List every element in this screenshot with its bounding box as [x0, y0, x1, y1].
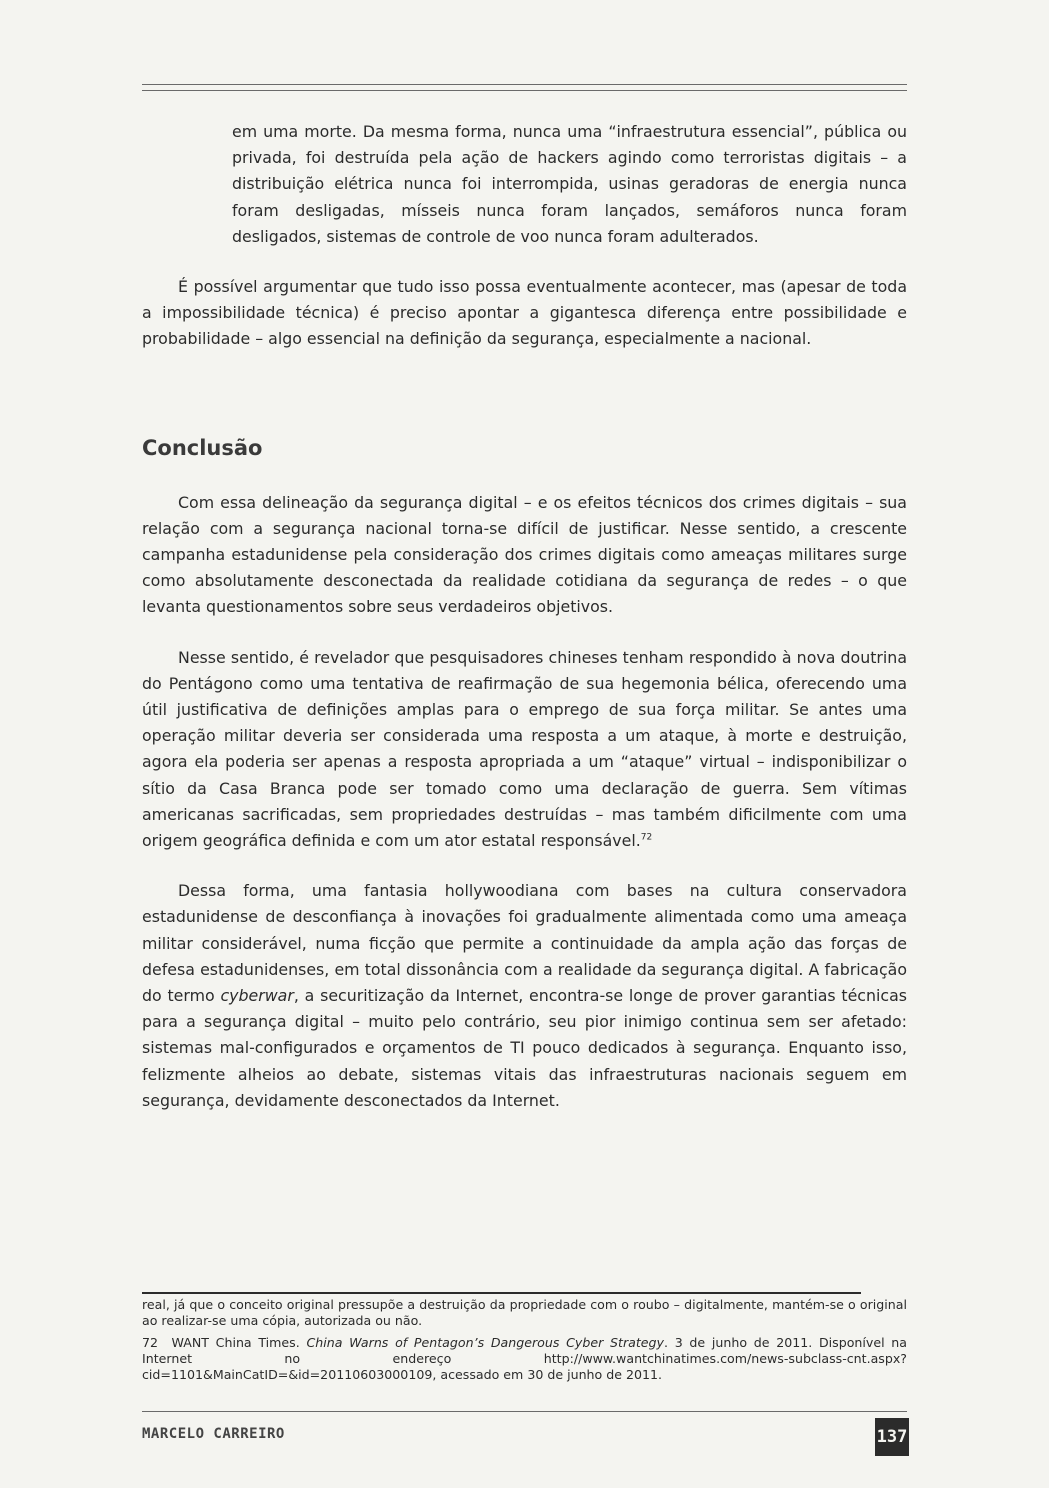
page-number: 137 [875, 1418, 909, 1456]
footnote-rule [142, 1292, 861, 1294]
paragraph-text-end: , a securitização da Internet, encontra-se longe de prover garantias técnicas para a segurança digital – muito pelo contrário, seu pior inimigo continua sem ser afetado: sistemas mal-configurados e orçamentos de TI pouco dedicados à segurança. Enquanto isso, felizmente alheios ao debate, sistemas vitais das infraestruturas nacionais seguem em segurança, devidamente desconectados da Internet. [142, 986, 907, 1110]
section-heading: Conclusão [142, 435, 263, 460]
italic-term: cyberwar [220, 986, 294, 1006]
intro-paragraph: É possível argumentar que tudo isso possa eventualmente acontecer, mas (apesar de toda a impossibilidade técnica) é preciso apontar a gigantesca diferença entre possibilidade e probabilidade – algo essencial na definição da segurança, especialmente a nacional. [142, 277, 907, 349]
conclusion-paragraph-1: Com essa delineação da segurança digital – e os efeitos técnicos dos crimes digitais – sua relação com a segurança nacional torna-se difícil de justificar. Nesse sentido, a crescente campanha estadunidense pela consideração dos crimes digitais como ameaças militares surge como absolutamente desconectada da realidade cotidiana da segurança de redes – o que levanta questionamentos sobre seus verdadeiros objetivos. [142, 492, 907, 617]
footnote-reference-72[interactable]: 72 [640, 832, 653, 843]
footnote-number: 72 [142, 1335, 159, 1350]
footnote-72 [142, 1335, 907, 1383]
author-name: MARCELO CARREIRO [142, 1426, 285, 1442]
footnotes [142, 1297, 907, 1383]
page-body [142, 119, 907, 1114]
footer-rule [142, 1411, 907, 1412]
footnote-details: . 3 de junho de 2011. Disponível na Internet no endereço http://www.wantchinatimes.com/news-subclass-cnt.aspx?cid=1101&MainCatID=&id=20110603000109, acessado em 30 de junho de 2011. [142, 1335, 908, 1382]
conclusion-paragraph-2 [142, 645, 907, 855]
block-quote: em uma morte. Da mesma forma, nunca uma “infraestrutura essencial”, pública ou privada, foi destruída pela ação de hackers agindo como terroristas digitais – a distribuição elétrica nunca foi interrompida, usinas geradoras de energia nunca foram desligadas, mísseis nunca foram lançados, semáforos nunca foram desligados, sistemas de controle de voo nunca foram adulterados. [232, 122, 907, 246]
paragraph-text: Nesse sentido, é revelador que pesquisadores chineses tenham respondido à nova doutrina do Pentágono como uma tentativa de reafirmação de sua hegemonia bélica, oferecendo uma útil justificativa de definições amplas para o emprego de sua força militar. Se antes uma operação militar deveria ser considerada uma resposta a um ataque, à morte e destruição, agora ela poderia ser apenas a resposta apropriada a um “ataque” virtual – indisponibilizar o sítio da Casa Branca pode ser tomado como uma declaração de guerra. Sem vítimas americanas sacrificadas, sem propriedades destruídas – mas também dificilmente com uma origem geográfica definida e com um ator estatal responsável. [142, 647, 907, 851]
header-rule [142, 84, 907, 91]
footnote-title: China Warns of Pentagon’s Dangerous Cyber Strategy [306, 1335, 664, 1350]
paragraph-text-start: Dessa forma, uma fantasia hollywoodiana com bases na cultura conservadora estadunidense de desconfiança à inovações foi gradualmente alimentada como uma ameaça militar considerável, numa ficção que permite a continuidade da ampla ação das forças de defesa estadunidenses, em total dissonância com a realidade da segurança digital. A fabricação do termo [142, 881, 907, 1006]
conclusion-paragraph-3 [142, 878, 907, 1114]
footnote-continuation: real, já que o conceito original pressupõe a destruição da propriedade com o roubo – digitalmente, mantém-se o original ao realizar-se uma cópia, autorizada ou não. [142, 1297, 907, 1328]
footnote-source: WANT China Times. [171, 1335, 300, 1350]
